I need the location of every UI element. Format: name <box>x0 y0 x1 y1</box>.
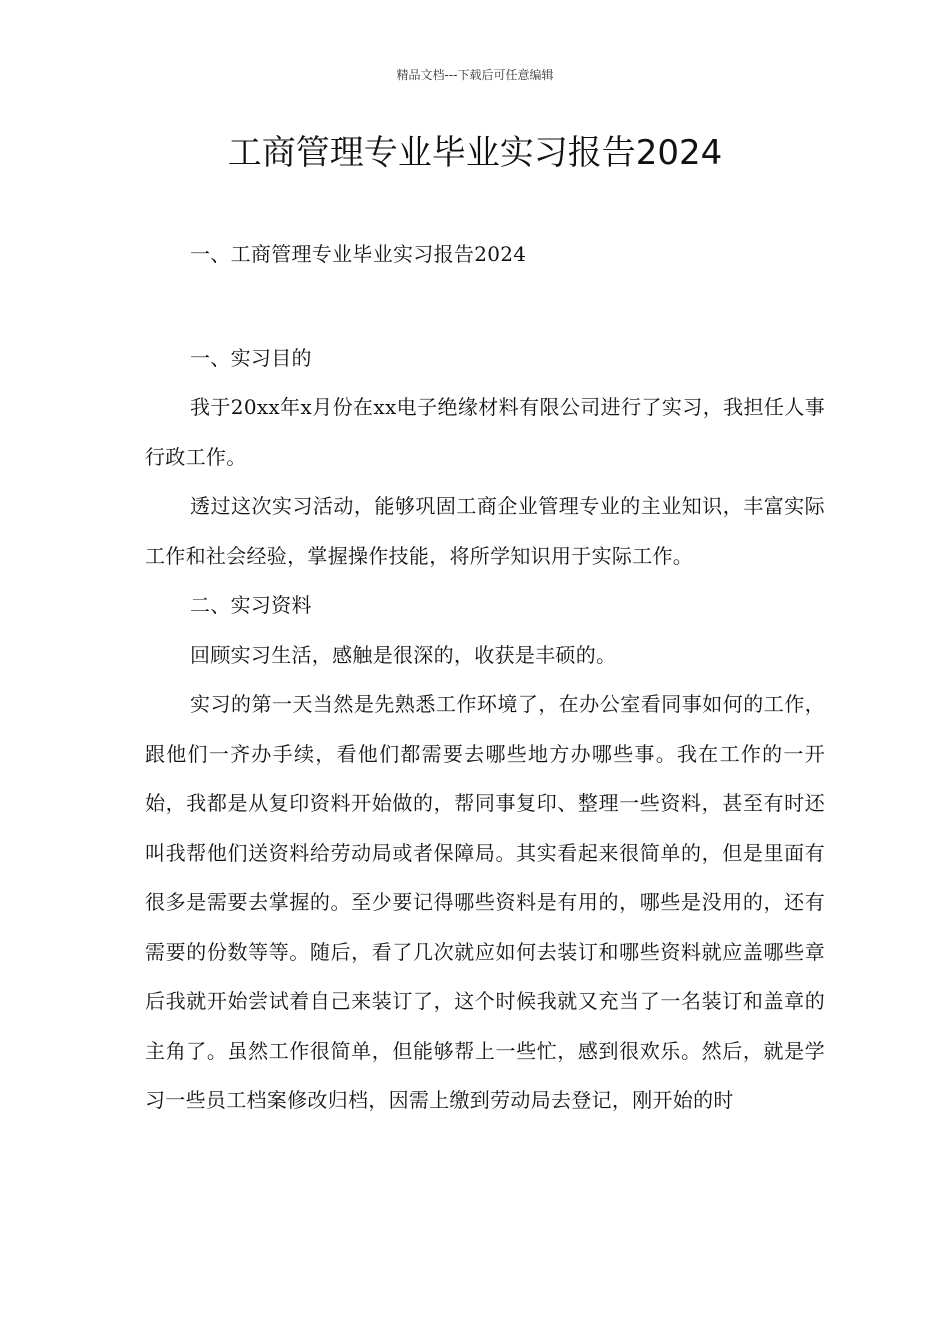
section-heading-content: 二、实习资料 <box>190 593 312 617</box>
document-title: 工商管理专业毕业实习报告2024 <box>227 133 723 173</box>
paragraph-review: 回顾实习生活，感触是很深的，收获是丰硕的。 <box>190 642 617 667</box>
paragraph-internship-position: 我于20xx年x月份在xx电子绝缘材料有限公司进行了实习，我担任人事行政工作。 <box>145 395 825 469</box>
paragraph-first-day: 实习的第一天当然是先熟悉工作环境了，在办公室看同事如何的工作，跟他们一齐办手续，看他们都需要去哪些地方办哪些事。我在工作的一开始，我都是从复印资料开始做的，帮同事复印、整理一些资料，甚至有时还叫我帮他们送资料给劳动局或者保障局。其实看起来很简单的，但是里面有很多是需要去掌握的。至少要记得哪些资料是有用的，哪些是没用的，还有需要的份数等等。随后，看了几次就应如何去装订和哪些资料就应盖哪些章后我就开始尝试着自己来装订了，这个时候我就又充当了一名装订和盖章的主角了。虽然工作很简单，但能够帮上一些忙，感到很欢乐。然后，就是学习一些员工档案修改归档，因需上缴到劳动局去登记，刚开始的时 <box>145 692 825 1112</box>
document-body <box>145 230 825 1126</box>
header-note: 精品文档---下载后可任意编辑 <box>396 68 554 82</box>
section-heading-report: 一、工商管理专业毕业实习报告2024 <box>190 242 527 266</box>
section-heading-purpose: 一、实习目的 <box>190 345 312 370</box>
paragraph-internship-goal: 透过这次实习活动，能够巩固工商企业管理专业的主业知识，丰富实际工作和社会经验，掌握操作技能，将所学知识用于实际工作。 <box>145 494 825 568</box>
